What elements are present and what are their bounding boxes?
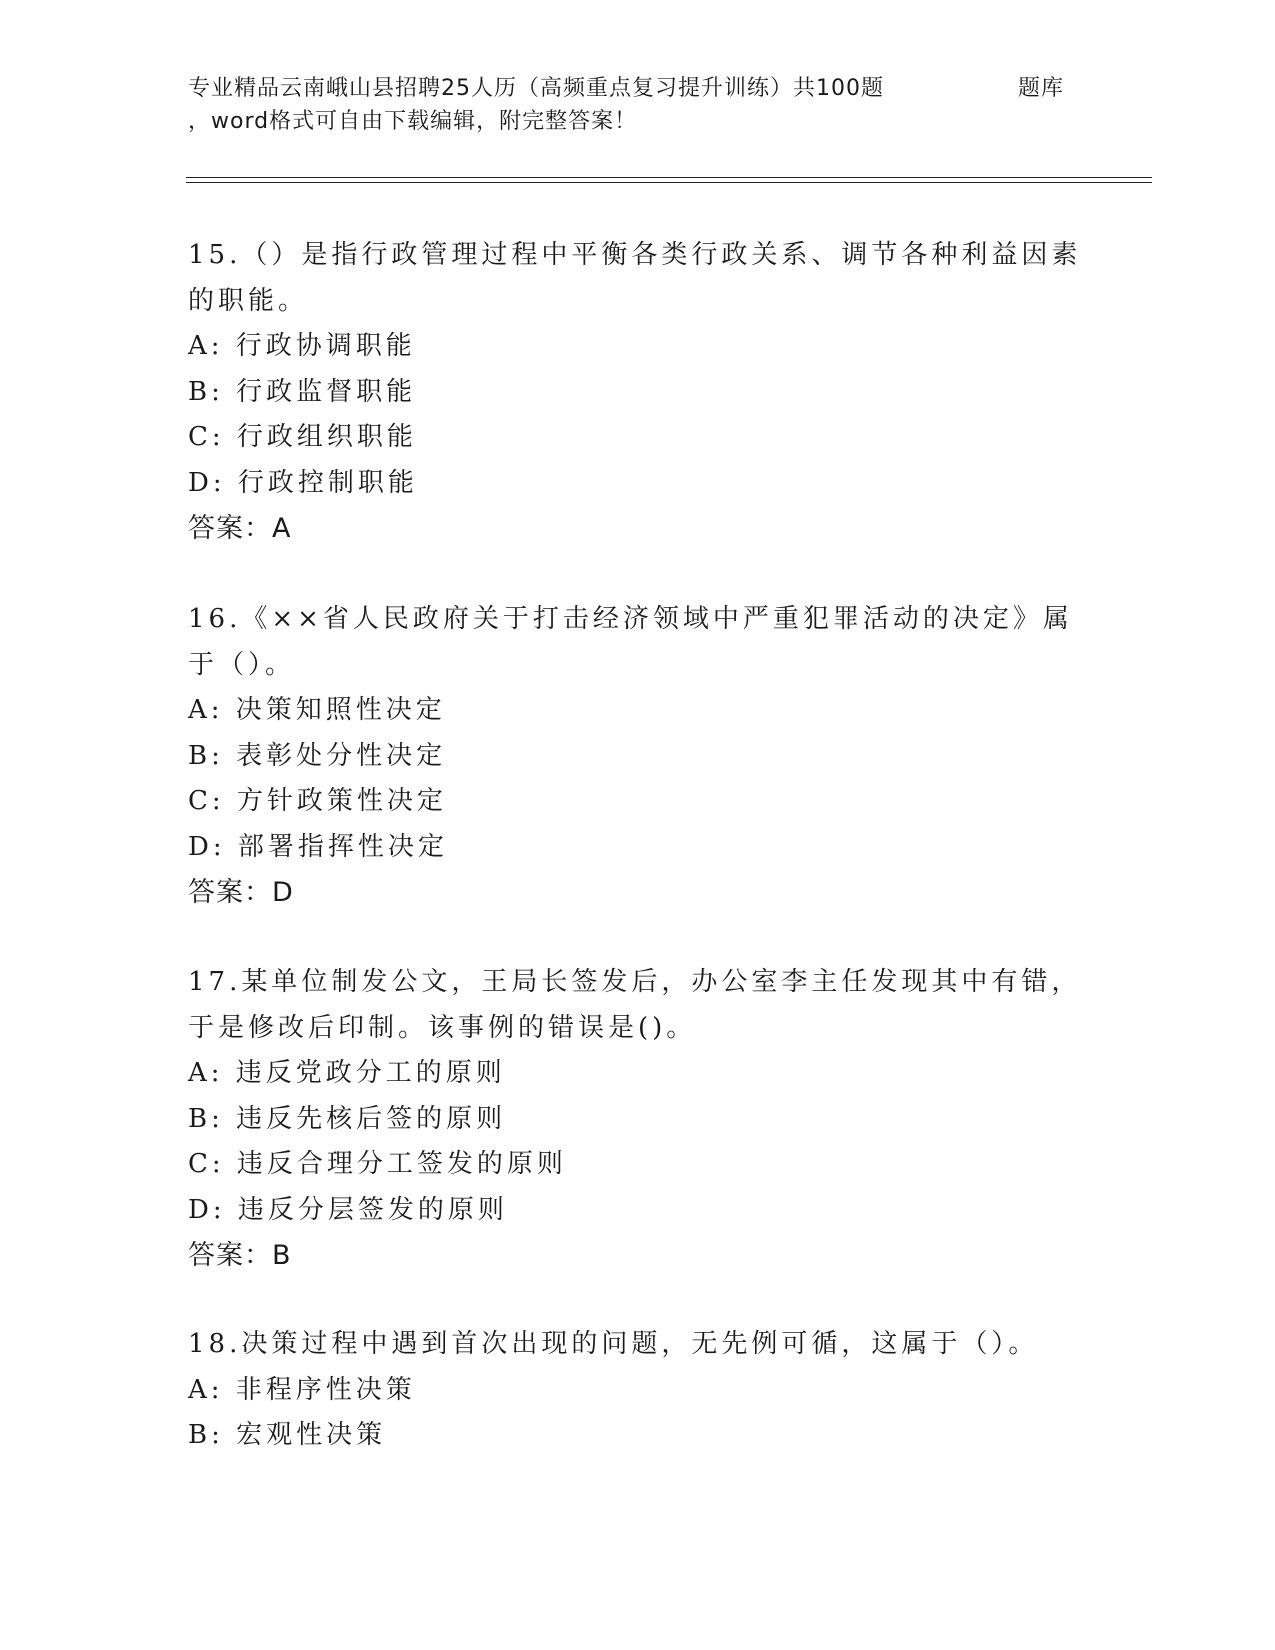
header-title: 专业精品云南峨山县招聘25人历（高频重点复习提升训练）共100题 <box>188 76 884 101</box>
question-stem: 18.决策过程中遇到首次出现的问题，无先例可循，这属于（）。 <box>188 1329 1039 1359</box>
option-d: D: 违反分层签发的原则 <box>188 1194 508 1225</box>
document-header <box>188 72 1068 138</box>
question-stem: 17.某单位制发公文，王局长签发后，办公室李主任发现其中有错，于是修改后印制。该事例的错误是()。 <box>188 967 1082 1043</box>
answer: 答案：A <box>188 513 292 544</box>
answer: 答案：D <box>188 877 294 908</box>
option-a: A: 行政协调职能 <box>188 331 416 361</box>
option-a: A: 违反党政分工的原则 <box>188 1058 506 1088</box>
option-c: C: 行政组织职能 <box>188 422 417 452</box>
option-a: A: 非程序性决策 <box>188 1374 416 1405</box>
option-c: C: 方针政策性决定 <box>188 786 447 816</box>
header-tag: 题库 <box>1018 76 1065 101</box>
header-divider-bottom <box>186 182 1152 183</box>
question-17 <box>188 960 1088 1279</box>
option-c: C: 违反合理分工签发的原则 <box>188 1149 567 1179</box>
option-b: B: 违反先核后签的原则 <box>188 1103 507 1134</box>
option-d: D: 行政控制职能 <box>188 467 418 498</box>
answer: 答案：B <box>188 1240 292 1271</box>
option-a: A: 决策知照性决定 <box>188 695 446 725</box>
option-b: B: 行政监督职能 <box>188 376 417 407</box>
header-divider-top <box>186 177 1152 178</box>
question-stem: 16.《××省人民政府关于打击经济领域中严重犯罪活动的决定》属于（）。 <box>188 604 1073 680</box>
question-18 <box>188 1322 1088 1459</box>
header-line-2: ，word格式可自由下载编辑，附完整答案！ <box>188 109 638 134</box>
header-line-1 <box>188 72 1068 105</box>
question-16 <box>188 597 1088 916</box>
question-stem: 15.（）是指行政管理过程中平衡各类行政关系、调节各种利益因素的职能。 <box>188 240 1082 316</box>
question-15 <box>188 233 1088 552</box>
option-d: D: 部署指挥性决定 <box>188 831 448 862</box>
option-b: B: 表彰处分性决定 <box>188 740 447 771</box>
option-b: B: 宏观性决策 <box>188 1420 387 1450</box>
